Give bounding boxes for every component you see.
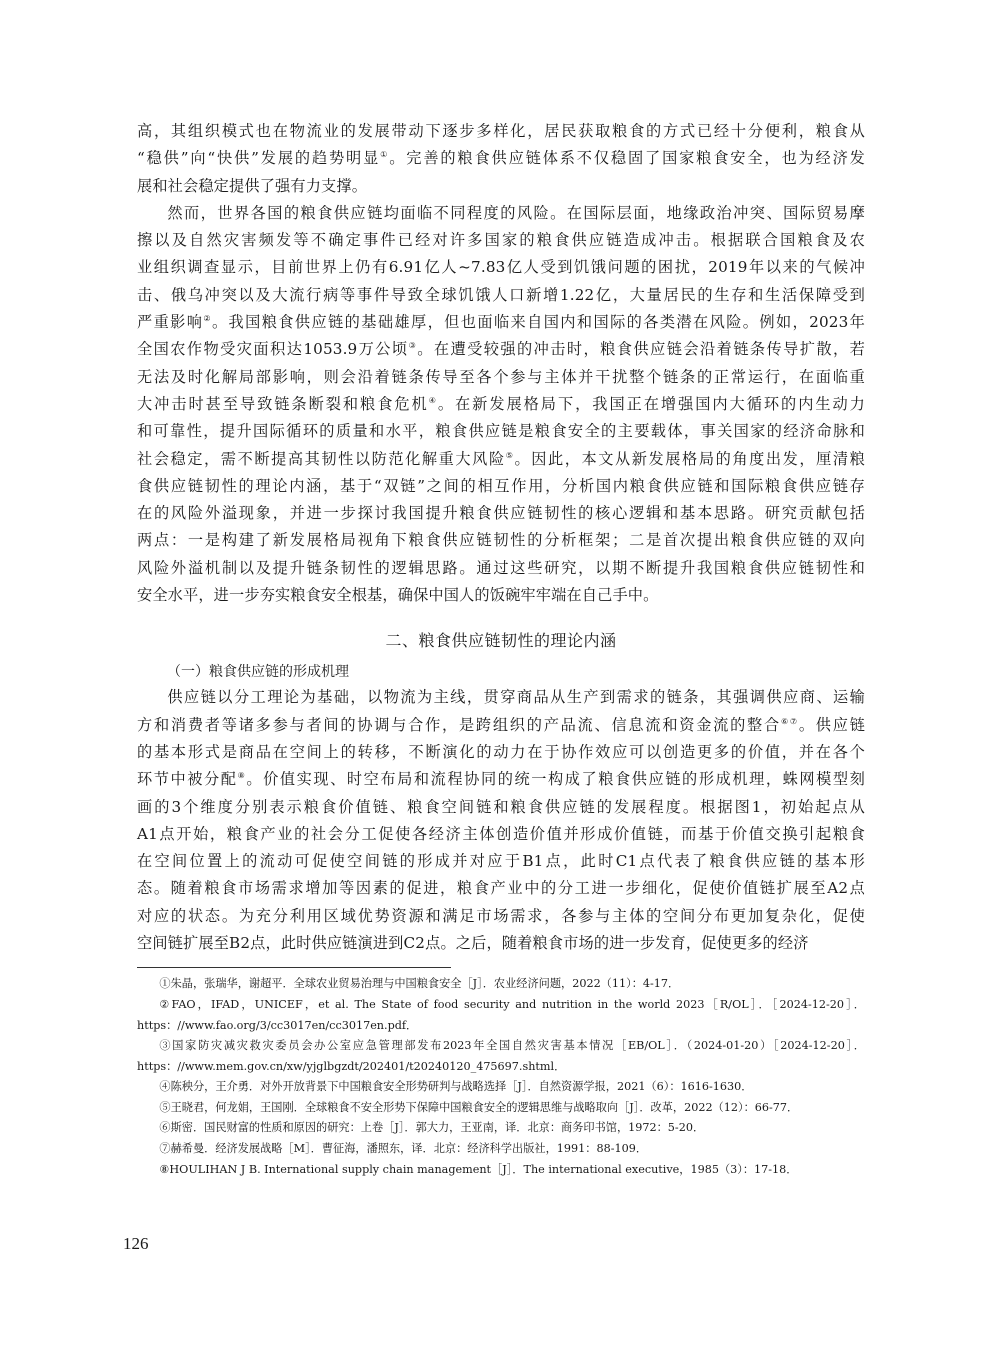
body-text-top: [137, 118, 865, 609]
page-number: 126: [123, 1234, 149, 1253]
text-line: “稳供”向“快供”发展的趋势明显①。完善的粮食供应链体系不仅稳固了国家粮食安全，也为经济发: [137, 149, 865, 168]
footnote-item: ④陈秧分，王介勇．对外开放背景下中国粮食安全形势研判与战略选择［J］．自然资源学报，2021（6）：1616-1630．: [159, 1080, 753, 1094]
footnote-item: ⑥斯密．国民财富的性质和原因的研究：上卷［J］．郭大力，王亚南，译．北京：商务印书馆，1972：5-20．: [159, 1121, 705, 1135]
footnote-divider: [137, 967, 451, 968]
text-line: 空间链扩展至B2点，此时供应链演进到C2点。之后，随着粮食市场的进一步发育，促使更多的经济: [137, 934, 809, 953]
footnote-marker[interactable]: ⑤: [505, 450, 515, 460]
text-line: 在空间位置上的流动可促使空间链的形成并对应于B1点，此时C1点代表了粮食供应链的基本形: [137, 852, 865, 871]
footnotes: [137, 974, 865, 1180]
footnote-item: ③国家防灾减灾救灾委员会办公室应急管理部发布2023年全国自然灾害基本情况［EB/OL］．（2024-01-20）［2024-12-20］．https：//www.mem.gov.cn/xw/yjglbgzdt/202401/t20240120_475697.shtml．: [137, 1039, 865, 1073]
text-line: 环节中被分配⑧。价值实现、时空布局和流程协同的统一构成了粮食供应链的形成机理，蛛网模型刻: [137, 770, 865, 789]
text-line: 的基本形式是商品在空间上的转移，不断演化的动力在于协作效应可以创造更多的价值，并在各个: [137, 742, 865, 761]
text-line: 击、俄乌冲突以及大流行病等事件导致全球饥饿人口新增1.22亿，大量居民的生存和生活保障受到: [137, 285, 865, 304]
text-line: 和可靠性，提升国际循环的质量和水平，粮食供应链是粮食安全的主要载体，事关国家的经济命脉和: [137, 422, 865, 441]
footnote-item: ⑤王晓君，何龙娟，王国刚．全球粮食不安全形势下保障中国粮食安全的逻辑思维与战略取向［J］．改革，2022（12）：66-77．: [159, 1100, 799, 1114]
footnote-marker[interactable]: ③: [408, 341, 418, 351]
text-line: 画的3个维度分别表示粮食价值链、粮食空间链和粮食供应链的发展程度。根据图1，初始起点从: [137, 797, 865, 816]
text-line: 严重影响②。我国粮食供应链的基础雄厚，但也面临来自国内和国际的各类潜在风险。例如，2023年: [137, 313, 865, 332]
text-line: 食供应链韧性的理论内涵，基于“双链”之间的相互作用，分析国内粮食供应链和国际粮食供应链存: [137, 476, 865, 495]
text-line: 业组织调查显示，目前世界上仍有6.91亿人~7.83亿人受到饥饿问题的困扰，2019年以来的气候冲: [137, 258, 865, 277]
text-line: 对应的状态。为充分利用区域优势资源和满足市场需求，各参与主体的空间分布更加复杂化，促使: [137, 906, 865, 925]
text-line: 在的风险外溢现象，并进一步探讨我国提升粮食供应链韧性的核心逻辑和基本思路。研究贡献包括: [137, 504, 865, 523]
body-paragraph: [137, 118, 865, 200]
text-line: 安全水平，进一步夯实粮食安全根基，确保中国人的饭碗牢牢端在自己手中。: [137, 586, 659, 605]
article-page: [137, 118, 865, 1180]
footnote-marker[interactable]: ④: [428, 395, 438, 405]
subsection-title: （一）粮食供应链的形成机理: [167, 664, 349, 681]
text-line: 风险外溢机制以及提升链条韧性的逻辑思路。通过这些研究，以期不断提升我国粮食供应链韧性和: [137, 558, 865, 577]
text-line: 两点：一是构建了新发展格局视角下粮食供应链韧性的分析框架；二是首次提出粮食供应链的双向: [137, 531, 865, 550]
text-line: 擦以及自然灾害频发等不确定事件已经对许多国家的粮食供应链造成冲击。根据联合国粮食及农: [137, 231, 865, 250]
text-line: 社会稳定，需不断提高其韧性以防范化解重大风险⑤。因此，本文从新发展格局的角度出发，厘清粮: [137, 449, 865, 468]
footnote-item: ①朱晶，张瑞华，谢超平．全球农业贸易治理与中国粮食安全［J］．农业经济问题，2022（11）：4-17．: [159, 977, 680, 991]
footnote-item: ⑦赫希曼．经济发展战略［M］．曹征海，潘照东，译．北京：经济科学出版社，1991：88-109．: [159, 1142, 648, 1156]
footnote-marker[interactable]: ①: [380, 150, 390, 160]
text-line: 方和消费者等诸多参与者间的协调与合作，是跨组织的产品流、信息流和资金流的整合⑥⑦。供应链: [137, 715, 866, 734]
text-line: 无法及时化解局部影响，则会沿着链条传导至各个参与主体并干扰整个链条的正常运行，在面临重: [137, 367, 865, 386]
footnote-marker[interactable]: ⑥⑦: [780, 716, 799, 726]
body-text-bottom: [137, 684, 865, 957]
text-line: 展和社会稳定提供了强有力支撑。: [137, 176, 368, 195]
text-line: 大冲击时甚至导致链条断裂和粮食危机④。在新发展格局下，我国正在增强国内大循环的内生动力: [137, 394, 866, 413]
text-line: 全国农作物受灾面积达1053.9万公顷③。在遭受较强的冲击时，粮食供应链会沿着链条传导扩散，若: [137, 340, 865, 359]
footnote-item: ②FAO，IFAD，UNICEF，et al. The State of food security and nutrition in the world 2023［R/OL］．［2024-12-20］．https：//www.fao.org/3/cc3017en/cc3017en.pdf．: [137, 997, 865, 1032]
text-line: 态。随着粮食市场需求增加等因素的促进，粮食产业中的分工进一步细化，促使价值链扩展至A2点: [137, 879, 865, 898]
text-line: 然而，世界各国的粮食供应链均面临不同程度的风险。在国际层面，地缘政治冲突、国际贸易摩: [167, 203, 865, 222]
text-line: 高，其组织模式也在物流业的发展带动下逐步多样化，居民获取粮食的方式已经十分便利，粮食从: [137, 122, 865, 140]
text-line: A1点开始，粮食产业的社会分工促使各经济主体创造价值并形成价值链，而基于价值交换引起粮食: [137, 824, 865, 843]
footnote-marker[interactable]: ②: [203, 314, 212, 324]
footnote-item: ⑧HOULIHAN J B. International supply chain management［J］．The international executive，1985（3）：17-18．: [159, 1162, 798, 1176]
body-paragraph: [137, 684, 865, 957]
footnote-marker[interactable]: ⑧: [237, 771, 247, 781]
body-paragraph: [137, 200, 865, 609]
text-line: 供应链以分工理论为基础，以物流为主线，贯穿商品从生产到需求的链条，其强调供应商、运输: [167, 688, 865, 707]
section-title: 二、粮食供应链韧性的理论内涵: [385, 631, 617, 651]
